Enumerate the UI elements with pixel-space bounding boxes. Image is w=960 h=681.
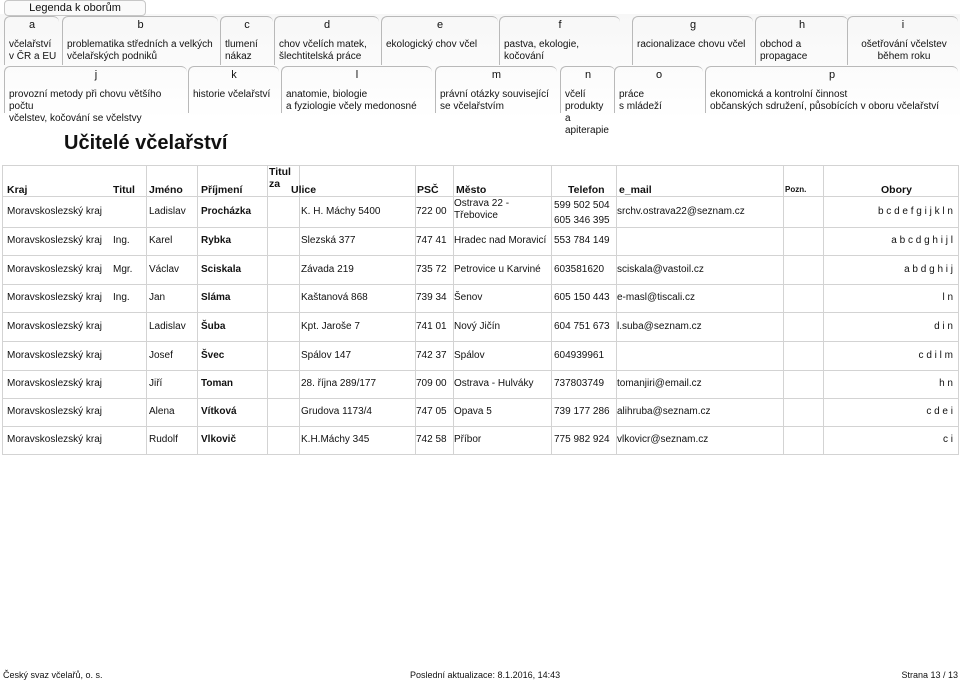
cell-telefon: 737803749	[554, 378, 605, 389]
table-row-divider	[3, 227, 959, 228]
legend-letter: g	[689, 19, 697, 31]
table-column-divider	[146, 166, 147, 455]
column-header-jmeno: Jméno	[149, 184, 183, 196]
cell-telefon: 605 150 443	[554, 292, 610, 303]
cell-ulice: Slezská 377	[301, 235, 356, 246]
cell-telefon: 739 177 286	[554, 406, 610, 417]
legend-letter: c	[244, 19, 250, 31]
cell-telefon: 604 751 673	[554, 321, 610, 332]
cell-obory: c i	[943, 434, 953, 445]
cell-kraj: Moravskoslezský kraj	[7, 321, 103, 332]
cell-obory: c d e i	[926, 406, 953, 417]
cell-psc: 739 34	[416, 292, 447, 303]
legend-description: ekonomická a kontrolní činnost občanských sdružení, působících v oboru včelařství	[710, 89, 940, 112]
cell-jmeno: Václav	[149, 264, 180, 275]
cell-jmeno: Jiří	[149, 378, 163, 389]
cell-prijmeni: Sciskala	[201, 264, 242, 275]
cell-psc: 709 00	[416, 378, 447, 389]
cell-mesto: Ostrava 22 - Třebovice	[454, 198, 510, 221]
cell-prijmeni: Sláma	[201, 292, 231, 303]
cell-obory: l n	[942, 292, 953, 303]
cell-kraj: Moravskoslezský kraj	[7, 206, 103, 217]
legend-letter: p	[828, 69, 836, 81]
table-row-divider	[3, 312, 959, 313]
cell-kraj: Moravskoslezský kraj	[7, 264, 103, 275]
cell-mesto: Nový Jičín	[454, 321, 501, 332]
legend-category-e	[381, 16, 498, 65]
legend-tab[interactable]: Legenda k oborům	[4, 0, 146, 16]
cell-mesto: Spálov	[454, 350, 485, 361]
cell-psc: 747 41	[416, 235, 447, 246]
legend-description: práce s mládeží	[619, 89, 662, 112]
cell-obory: d i n	[934, 321, 953, 332]
legend-letter: i	[901, 19, 905, 31]
cell-mesto: Petrovice u Karviné	[454, 264, 541, 275]
table-row-divider	[3, 341, 959, 342]
column-header-titul_za: Titul za	[269, 166, 291, 190]
cell-telefon: 604939961	[554, 350, 605, 361]
column-header-obory: Obory	[881, 184, 912, 196]
legend-description: včelí produkty a apiterapie	[565, 89, 609, 136]
legend-category-d	[274, 16, 379, 65]
cell-prijmeni: Švec	[201, 350, 225, 361]
cell-mesto: Opava 5	[454, 406, 492, 417]
cell-ulice: 28. října 289/177	[301, 378, 377, 389]
legend-letter: j	[94, 69, 98, 81]
legend-category-b	[62, 16, 218, 65]
legend-letter: k	[231, 69, 237, 81]
column-header-ulice: Ulice	[291, 184, 317, 196]
table-row-divider	[3, 284, 959, 285]
footer-organization: Český svaz včelařů, o. s.	[3, 670, 103, 680]
table-column-divider	[783, 166, 784, 455]
table-column-divider	[958, 166, 959, 455]
cell-obory: a b c d g h i j l	[891, 235, 953, 246]
legend-description: racionalizace chovu včel	[637, 39, 746, 50]
cell-obory: a b d g h i j	[904, 264, 953, 275]
cell-titul: Ing.	[113, 235, 130, 246]
cell-email: tomanjiri@email.cz	[617, 378, 702, 389]
column-header-telefon: Telefon	[568, 184, 605, 196]
cell-jmeno: Jan	[149, 292, 166, 303]
cell-email: sciskala@vastoil.cz	[617, 264, 704, 275]
legend-category-j	[4, 66, 187, 124]
legend-description: včelařství v ČR a EU	[9, 39, 57, 62]
legend-category-a	[4, 16, 59, 65]
cell-psc: 722 00	[416, 206, 447, 217]
column-header-email: e_mail	[619, 184, 652, 196]
cell-psc: 742 58	[416, 434, 447, 445]
legend-description: pastva, ekologie, kočování	[504, 39, 580, 62]
table-row-divider	[3, 426, 959, 427]
legend-description: právní otázky související se včelařstvím	[440, 89, 549, 112]
cell-prijmeni: Toman	[201, 378, 234, 389]
legend-category-g	[632, 16, 753, 65]
legend-letter: m	[491, 69, 502, 81]
footer-last-updated: Poslední aktualizace: 8.1.2016, 14:43	[410, 670, 561, 680]
cell-jmeno: Josef	[149, 350, 173, 361]
legend-category-l	[281, 66, 432, 113]
legend-description: anatomie, biologie a fyziologie včely medonosné	[286, 89, 417, 112]
column-header-pozn: Pozn.	[785, 185, 807, 194]
legend-description: obchod a propagace	[760, 39, 808, 62]
cell-prijmeni: Procházka	[201, 206, 252, 217]
cell-jmeno: Ladislav	[149, 321, 186, 332]
column-header-psc: PSČ	[417, 184, 439, 196]
cell-kraj: Moravskoslezský kraj	[7, 235, 103, 246]
column-header-kraj: Kraj	[7, 184, 28, 196]
cell-jmeno: Alena	[149, 406, 175, 417]
cell-email: l.suba@seznam.cz	[617, 321, 702, 332]
legend-description: ekologický chov včel	[386, 39, 478, 50]
legend-description: problematika středních a velkých včelařských podniků	[67, 39, 213, 62]
cell-jmeno: Karel	[149, 235, 173, 246]
table-row-divider	[3, 196, 959, 197]
cell-mesto: Ostrava - Hulváky	[454, 378, 534, 389]
cell-obory: b c d e f g i j k l n	[877, 206, 953, 217]
cell-jmeno: Ladislav	[149, 206, 186, 217]
cell-ulice: Spálov 147	[301, 350, 352, 361]
legend-category-m	[435, 66, 557, 113]
legend-category-f	[499, 16, 620, 65]
cell-psc: 742 37	[416, 350, 447, 361]
legend-description: tlumení nákaz	[225, 39, 258, 62]
cell-prijmeni: Šuba	[201, 321, 226, 332]
cell-telefon: 599 502 504 605 346 395	[554, 200, 610, 226]
cell-mesto: Hradec nad Moravicí	[454, 235, 547, 246]
cell-prijmeni: Vítková	[201, 406, 237, 417]
table-column-divider	[551, 166, 552, 455]
legend-category-k	[188, 66, 279, 113]
cell-jmeno: Rudolf	[149, 434, 178, 445]
legend-description: provozní metody při chovu většího počtu včelstev, kočování se včelstvy	[9, 89, 162, 124]
cell-email: alihruba@seznam.cz	[617, 406, 711, 417]
table-column-divider	[299, 166, 300, 455]
cell-ulice: Grudova 1173/4	[301, 406, 372, 417]
column-header-prijmeni: Příjmení	[201, 184, 243, 196]
cell-telefon: 553 784 149	[554, 235, 610, 246]
cell-psc: 735 72	[416, 264, 447, 275]
legend-letter: o	[655, 69, 663, 81]
legend-category-p	[705, 66, 958, 113]
cell-mesto: Příbor	[454, 434, 482, 445]
cell-kraj: Moravskoslezský kraj	[7, 378, 103, 389]
cell-ulice: Závada 219	[301, 264, 354, 275]
legend-description: chov včelích matek, šlechtitelská práce	[279, 39, 367, 62]
legend-letter: b	[137, 19, 144, 31]
cell-kraj: Moravskoslezský kraj	[7, 350, 103, 361]
legend-description: historie včelařství	[193, 89, 271, 100]
cell-kraj: Moravskoslezský kraj	[7, 292, 103, 303]
legend-category-c	[220, 16, 273, 65]
legend-category-o	[614, 66, 703, 113]
legend-letter: a	[28, 19, 36, 31]
cell-email: e-masl@tiscali.cz	[617, 292, 695, 303]
cell-ulice: Kpt. Jaroše 7	[301, 321, 360, 332]
cell-email: vlkovicr@seznam.cz	[617, 434, 709, 445]
legend-category-i	[847, 16, 958, 65]
legend-letter: e	[436, 19, 444, 31]
cell-ulice: Kaštanová 868	[301, 292, 368, 303]
cell-psc: 741 01	[416, 321, 447, 332]
legend-letter: l	[355, 69, 359, 81]
legend-category-n	[560, 66, 615, 136]
table-column-divider	[267, 166, 268, 455]
cell-obory: h n	[939, 378, 953, 389]
column-header-titul: Titul	[113, 184, 135, 196]
table-row-divider	[3, 398, 959, 399]
cell-prijmeni: Rybka	[201, 235, 232, 246]
legend-description: ošetřování včelstev během roku	[861, 39, 947, 62]
table-row-divider	[3, 454, 959, 455]
cell-telefon: 775 982 924	[554, 434, 610, 445]
table-row-divider	[3, 370, 959, 371]
cell-titul: Mgr.	[113, 264, 133, 275]
cell-ulice: K.H.Máchy 345	[301, 434, 370, 445]
cell-email: srchv.ostrava22@seznam.cz	[617, 206, 745, 217]
footer-page-number: Strana 13 / 13	[901, 670, 958, 680]
cell-titul: Ing.	[113, 292, 130, 303]
table-column-divider	[197, 166, 198, 455]
table-row-divider	[3, 255, 959, 256]
teachers-table	[2, 165, 959, 455]
legend-letter: n	[584, 69, 592, 81]
cell-ulice: K. H. Máchy 5400	[301, 206, 381, 217]
legend-letter: d	[323, 19, 331, 31]
cell-psc: 747 05	[416, 406, 447, 417]
cell-prijmeni: Vlkovič	[201, 434, 237, 445]
column-header-mesto: Město	[456, 184, 487, 196]
legend-letter: h	[798, 19, 806, 31]
page-title: Učitelé včelařství	[64, 132, 228, 154]
cell-telefon: 603581620	[554, 264, 605, 275]
legend-letter: f	[558, 19, 562, 31]
cell-kraj: Moravskoslezský kraj	[7, 434, 103, 445]
cell-obory: c d i l m	[918, 350, 953, 361]
cell-mesto: Šenov	[454, 292, 483, 303]
cell-kraj: Moravskoslezský kraj	[7, 406, 103, 417]
legend-category-h	[755, 16, 848, 65]
